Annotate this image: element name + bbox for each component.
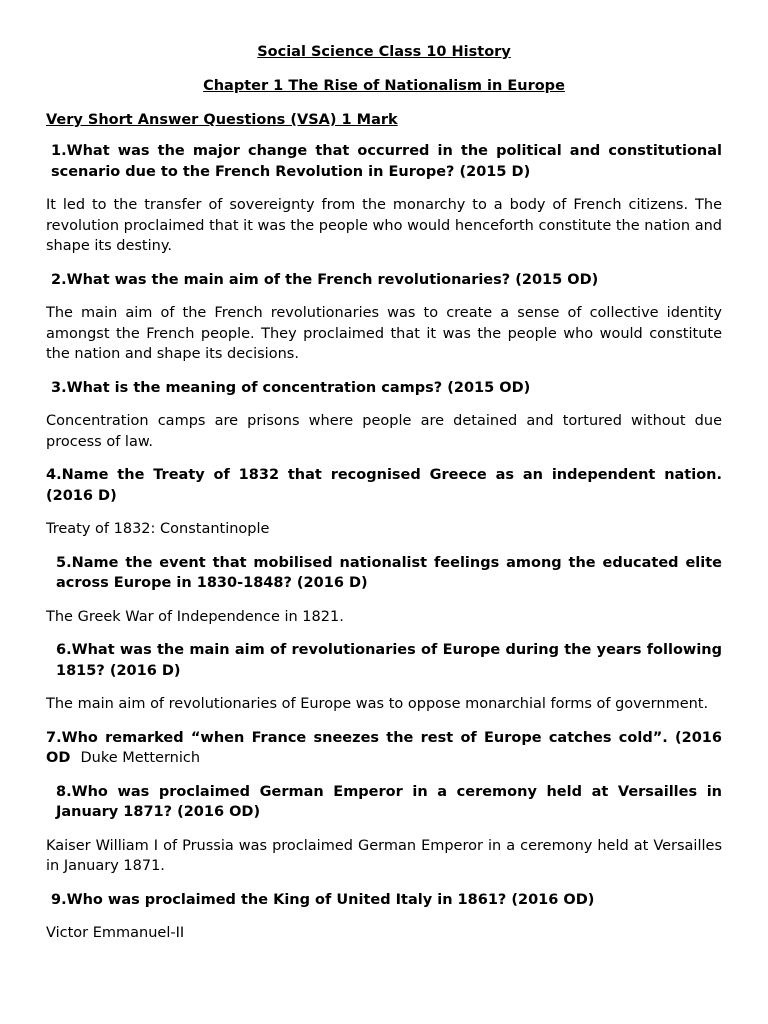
question-8: 8.Who was proclaimed German Emperor in a ceremony held at Versailles in January 1871? (2016 OD) (56, 783, 722, 820)
chapter-title: Chapter 1 The Rise of Nationalism in Europe (203, 78, 565, 94)
answer-8: Kaiser William I of Prussia was proclaimed German Emperor in a ceremony held at Versailles in January 1871. (46, 837, 722, 874)
question-2: 2.What was the main aim of the French revolutionaries? (2015 OD) (51, 271, 599, 288)
document-title: Social Science Class 10 History (257, 44, 511, 60)
answer-1: It led to the transfer of sovereignty from the monarchy to a body of French citizens. The revolution proclaimed that it was the people who would henceforth constitute the nation and shape its destiny. (46, 197, 723, 254)
answer-6: The main aim of revolutionaries of Europe was to oppose monarchial forms of government. (46, 696, 709, 712)
section-heading: Very Short Answer Questions (VSA) 1 Mark (46, 112, 398, 128)
question-7-text: 7.Who remarked “when France sneezes the rest of Europe catches cold”. (2016 OD (46, 729, 722, 766)
question-3: 3.What is the meaning of concentration camps? (2015 OD) (51, 379, 531, 396)
answer-7: Duke Metternich (80, 750, 201, 766)
answer-2: The main aim of the French revolutionaries was to create a sense of collective identity amongst the French people. They proclaimed that it was the people who would constitute the nation and shape its decisions. (46, 305, 722, 362)
answer-9: Victor Emmanuel-II (46, 925, 185, 941)
answer-3: Concentration camps are prisons where people are detained and tortured without due process of law. (46, 413, 722, 450)
question-7 (46, 728, 722, 769)
answer-4: Treaty of 1832: Constantinople (46, 521, 270, 537)
question-1: 1.What was the major change that occurred in the political and constitutional scenario due to the French Revolution in Europe? (2015 D) (51, 143, 722, 180)
question-9: 9.Who was proclaimed the King of United Italy in 1861? (2016 OD) (51, 891, 595, 908)
answer-5: The Greek War of Independence in 1821. (46, 608, 344, 625)
question-4: 4.Name the Treaty of 1832 that recognised Greece as an independent nation. (2016 D) (46, 467, 722, 504)
question-6: 6.What was the main aim of revolutionaries of Europe during the years following 1815? (2016 D) (56, 642, 722, 679)
question-5: 5.Name the event that mobilised nationalist feelings among the educated elite across Europe in 1830-1848? (2016 D) (56, 554, 722, 591)
